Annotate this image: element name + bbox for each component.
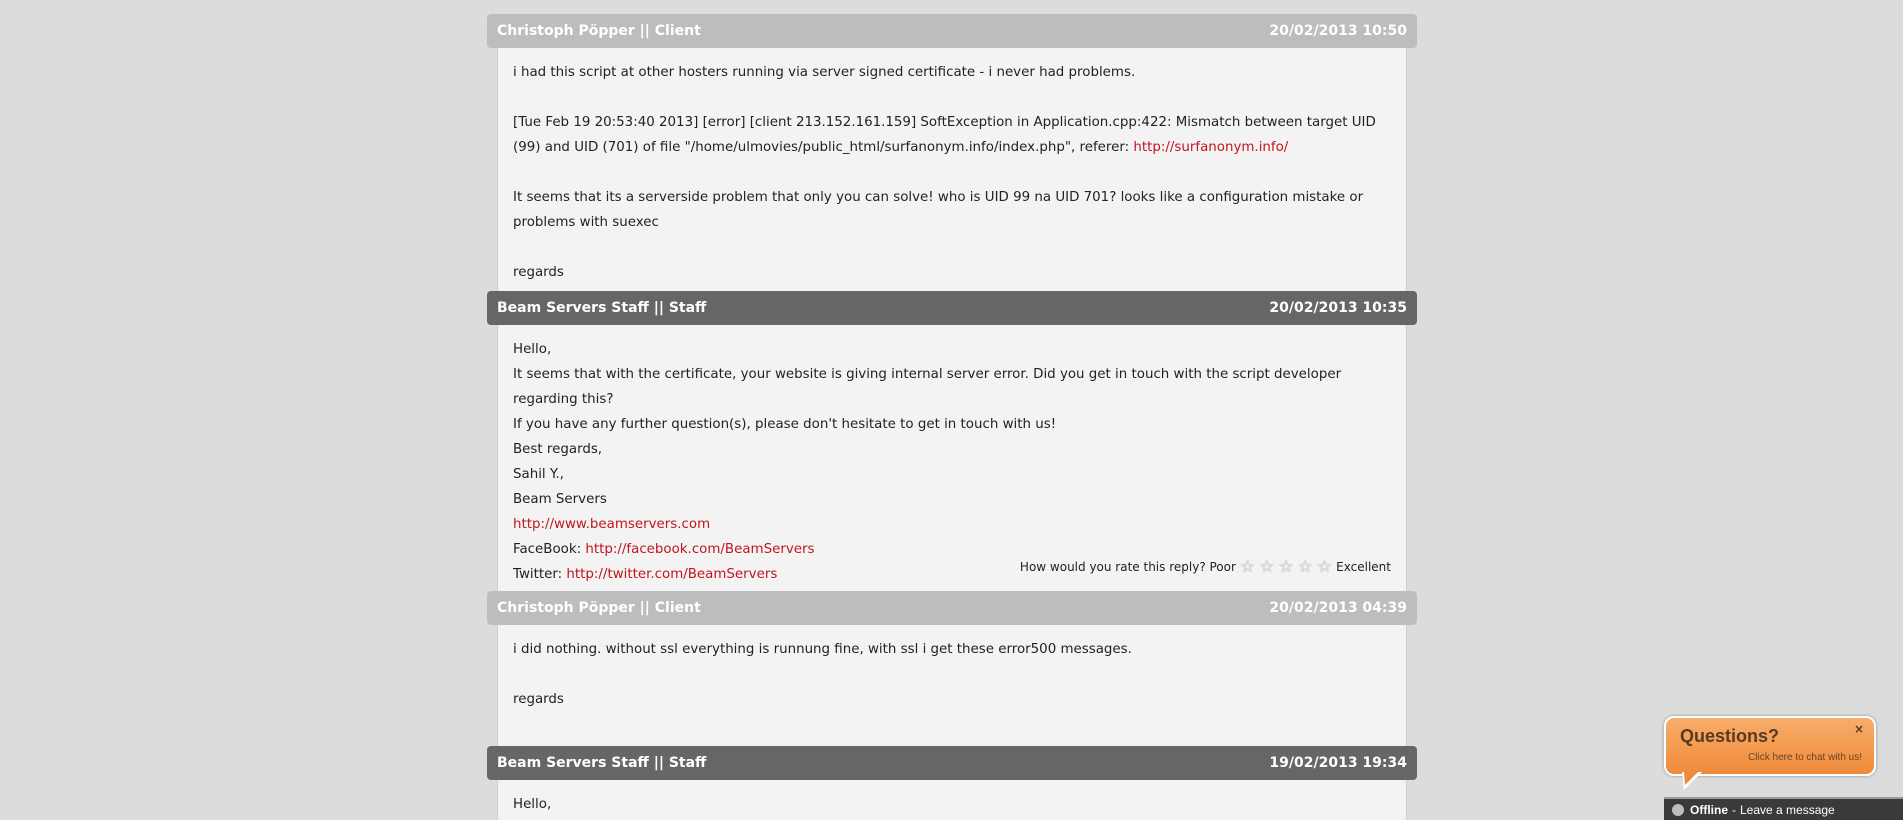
website-line <box>513 512 1391 537</box>
rating-prompt: How would you rate this reply? Poor <box>1019 560 1236 574</box>
message-text: Hello, <box>513 797 552 812</box>
chat-title: Questions? <box>1680 726 1780 746</box>
star-icon[interactable]: ☆ <box>1259 557 1275 577</box>
message-text: regarding this? <box>513 392 614 407</box>
message-text: [Tue Feb 19 20:53:40 2013] [error] [client 213.152.161.159] SoftException in Application.cpp:422: Mismatch between target UID <box>513 115 1376 130</box>
message-text: Beam Servers <box>513 492 607 507</box>
message-text: Hello, <box>513 342 552 357</box>
message-date: 20/02/2013 10:35 <box>1269 300 1407 316</box>
message-text: regards <box>513 692 564 707</box>
message-header <box>487 14 1417 48</box>
chat-separator: - <box>1732 802 1736 817</box>
twitter-label: Twitter: <box>513 567 567 582</box>
facebook-label: FaceBook: <box>513 542 586 557</box>
star-icon[interactable]: ☆ <box>1316 557 1333 577</box>
message-author: Christoph Pöpper || Client <box>497 600 701 616</box>
rating-high-label: Excellent <box>1336 560 1391 574</box>
star-icon[interactable]: ☆ <box>1297 557 1313 577</box>
message-date: 20/02/2013 10:50 <box>1269 23 1407 39</box>
facebook-link[interactable]: http://facebook.com/BeamServers <box>585 542 815 557</box>
chat-status-bar[interactable] <box>1664 797 1903 820</box>
message-text: i did nothing. without ssl everything is runnung fine, with ssl i get these error500 messages. <box>513 642 1132 657</box>
message-text: problems with suexec <box>513 215 659 230</box>
message-author: Beam Servers Staff || Staff <box>497 755 707 771</box>
message-date: 19/02/2013 19:34 <box>1269 755 1407 771</box>
message-text: regards <box>513 265 564 280</box>
message-text: It seems that its a serverside problem that only you can solve! who is UID 99 na UID 701? looks like a configuration mistake or <box>513 190 1364 205</box>
chat-subtitle: Click here to chat with us! <box>1748 752 1862 763</box>
message-text: It seems that with the certificate, your website is giving internal server error. Did you get in touch with the script developer <box>513 367 1342 382</box>
message-text: If you have any further question(s), please don't hesitate to get in touch with us! <box>513 417 1057 432</box>
message-header <box>487 591 1417 625</box>
message-header <box>487 746 1417 780</box>
message-text <box>513 135 1391 160</box>
message-body <box>497 625 1407 746</box>
status-icon <box>1672 804 1684 816</box>
message-text: i had this script at other hosters running via server signed certificate - i never had problems. <box>513 65 1136 80</box>
chat-status-action: Leave a message <box>1740 802 1835 817</box>
message-body <box>497 48 1407 291</box>
message-header <box>487 291 1417 325</box>
star-icon[interactable]: ☆ <box>1278 557 1294 577</box>
message-author: Christoph Pöpper || Client <box>497 23 701 39</box>
referer-link[interactable]: http://surfanonym.info/ <box>1133 140 1289 155</box>
message-body <box>497 780 1407 820</box>
chat-status: Offline <box>1690 802 1728 817</box>
ticket-thread <box>487 14 1417 820</box>
website-link[interactable]: http://www.beamservers.com <box>513 517 711 532</box>
message-text-part: (99) and UID (701) of file "/home/ulmovies/public_html/surfanonym.info/index.php", referer: <box>513 140 1134 155</box>
close-icon[interactable]: × <box>1853 722 1864 736</box>
message-date: 20/02/2013 04:39 <box>1269 600 1407 616</box>
chat-questions-bubble[interactable] <box>1664 716 1876 776</box>
star-icon[interactable]: ☆ <box>1239 557 1256 577</box>
reply-rating <box>1020 555 1391 580</box>
message-text: Sahil Y., <box>513 467 564 482</box>
message-author: Beam Servers Staff || Staff <box>497 300 707 316</box>
twitter-link[interactable]: http://twitter.com/BeamServers <box>566 567 778 582</box>
message-text: Best regards, <box>513 442 603 457</box>
message-body <box>497 325 1407 591</box>
